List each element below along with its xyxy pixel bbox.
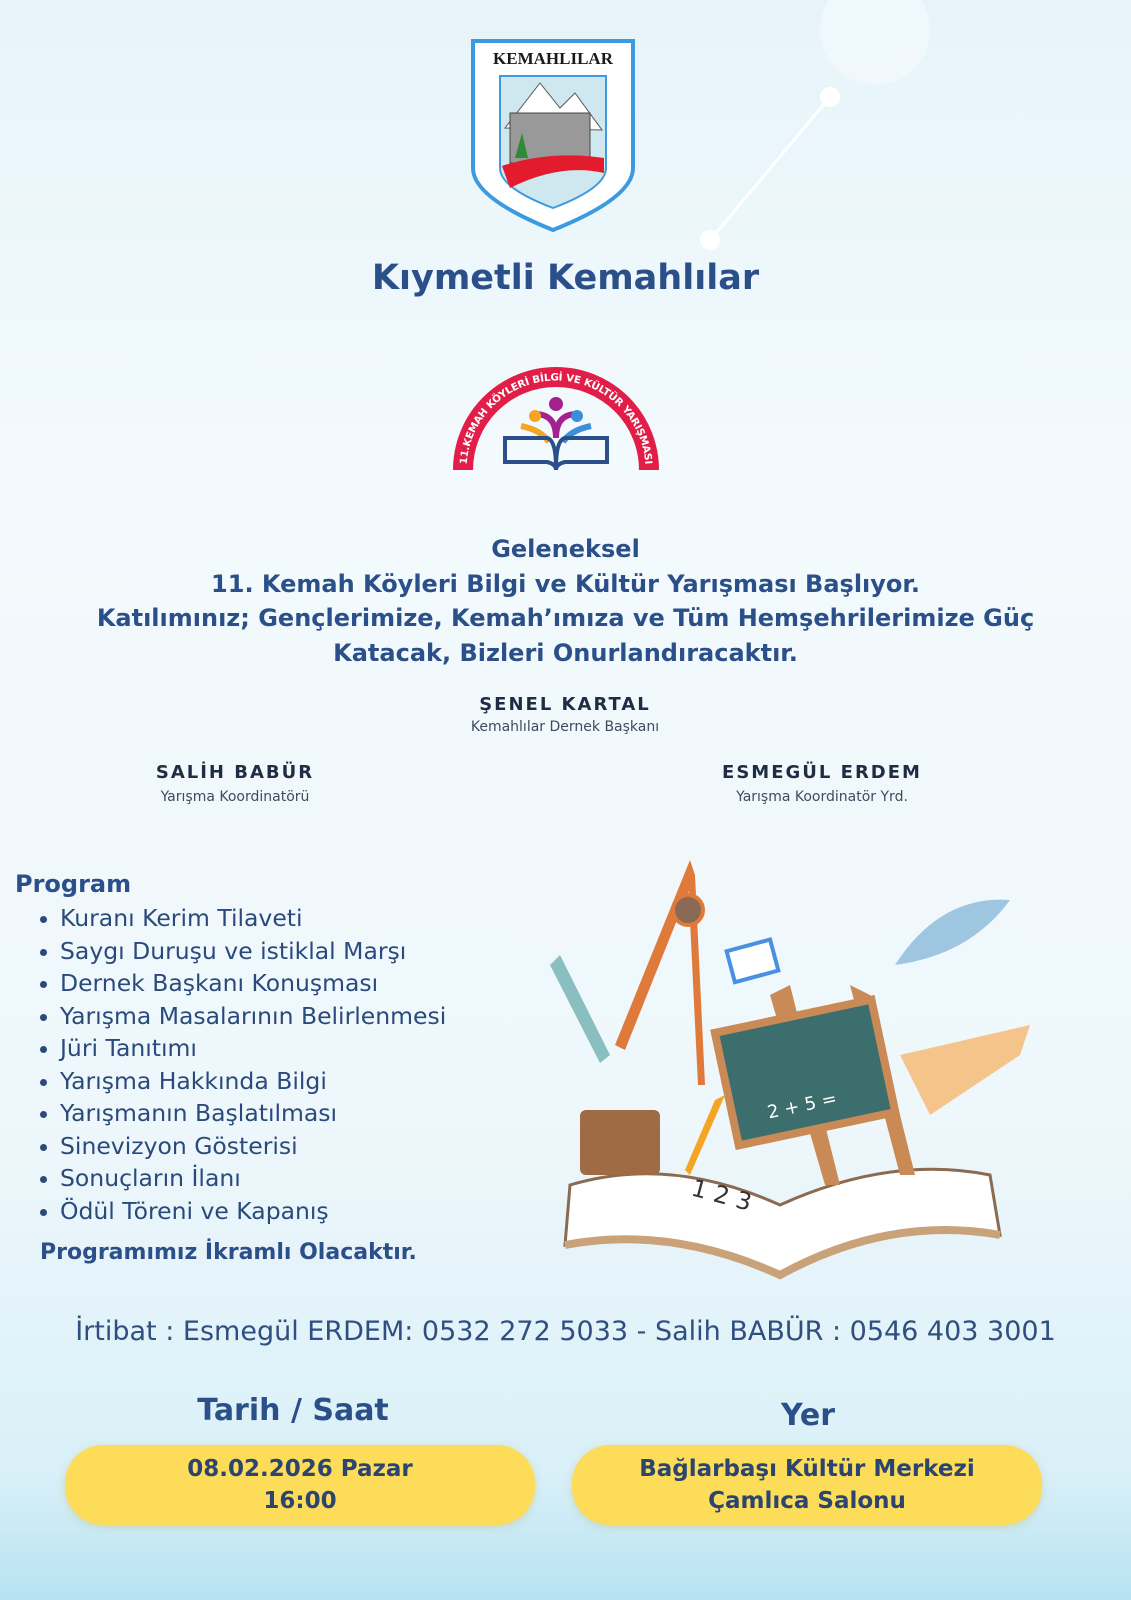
- board-text: 2 + 5 =: [765, 1088, 839, 1124]
- headline: [0, 532, 1131, 670]
- headline-line: 11. Kemah Köyleri Bilgi ve Kültür Yarışması Başlıyor.: [211, 569, 920, 598]
- date-label: Tarih / Saat: [197, 1393, 389, 1428]
- person-role: Kemahlılar Dernek Başkanı: [470, 719, 660, 735]
- program-note: Programımız İkramlı Olacaktır.: [40, 1240, 417, 1265]
- competition-logo: [445, 320, 667, 478]
- molecule-decoration: [690, 0, 950, 260]
- venue-name: Bağlarbaşı Kültür Merkezi: [639, 1456, 975, 1482]
- venue-pill: [572, 1445, 1042, 1525]
- person-name: ŞENEL KARTAL: [479, 694, 651, 715]
- person-name: SALİH BABÜR: [155, 762, 315, 783]
- competition-arc-text: 11.KEMAH KÖYLERİ BİLGİ VE KÜLTÜR YARIŞMASI: [458, 372, 654, 465]
- time-value: 16:00: [263, 1488, 337, 1514]
- association-logo: [470, 38, 636, 233]
- signatory-president: [365, 694, 765, 735]
- program-item: Kuranı Kerim Tilaveti: [38, 902, 446, 935]
- signatory-coordinator: [35, 762, 435, 805]
- program-title: Program: [15, 870, 132, 898]
- program-item: Yarışmanın Başlatılması: [38, 1097, 446, 1130]
- venue-hall: Çamlıca Salonu: [708, 1488, 906, 1514]
- program-item: Sonuçların İlanı: [38, 1162, 446, 1195]
- headline-line: Katılımınız; Gençlerimize, Kemah’ımıza ve Tüm Hemşehrilerimize Güç: [96, 604, 1035, 632]
- signatory-assistant: [622, 762, 1022, 805]
- program-item: Sinevizyon Gösterisi: [38, 1130, 446, 1163]
- person-role: Yarışma Koordinatör Yrd.: [736, 789, 908, 805]
- program-item: Ödül Töreni ve Kapanış: [38, 1195, 446, 1228]
- venue-label: Yer: [780, 1398, 836, 1433]
- book-text: 1 2 3: [688, 1173, 755, 1217]
- program-item: Jüri Tanıtımı: [38, 1032, 446, 1065]
- page-title: Kıymetli Kemahlılar: [371, 258, 760, 298]
- program-list: [38, 902, 446, 1227]
- readers-emblem: [505, 397, 607, 470]
- person-name: ESMEGÜL ERDEM: [722, 762, 922, 783]
- headline-line: Katacak, Bizleri Onurlandıracaktır.: [333, 638, 798, 667]
- contact-info: İrtibat : Esmegül ERDEM: 0532 272 5033 - Salih BABÜR : 0546 403 3001: [75, 1316, 1056, 1347]
- program-item: Saygı Duruşu ve istiklal Marşı: [38, 935, 446, 968]
- program-item: Yarışma Hakkında Bilgi: [38, 1065, 446, 1098]
- program-item: Dernek Başkanı Konuşması: [38, 967, 446, 1000]
- school-supplies-illustration: [540, 855, 1040, 1285]
- headline-line: Geleneksel: [491, 535, 640, 563]
- program-item: Yarışma Masalarının Belirlenmesi: [38, 1000, 446, 1033]
- date-time-pill: [65, 1445, 535, 1525]
- date-value: 08.02.2026 Pazar: [187, 1456, 413, 1482]
- svg-text:KEMAHLILAR: KEMAHLILAR: [493, 49, 613, 68]
- person-role: Yarışma Koordinatörü: [160, 789, 310, 805]
